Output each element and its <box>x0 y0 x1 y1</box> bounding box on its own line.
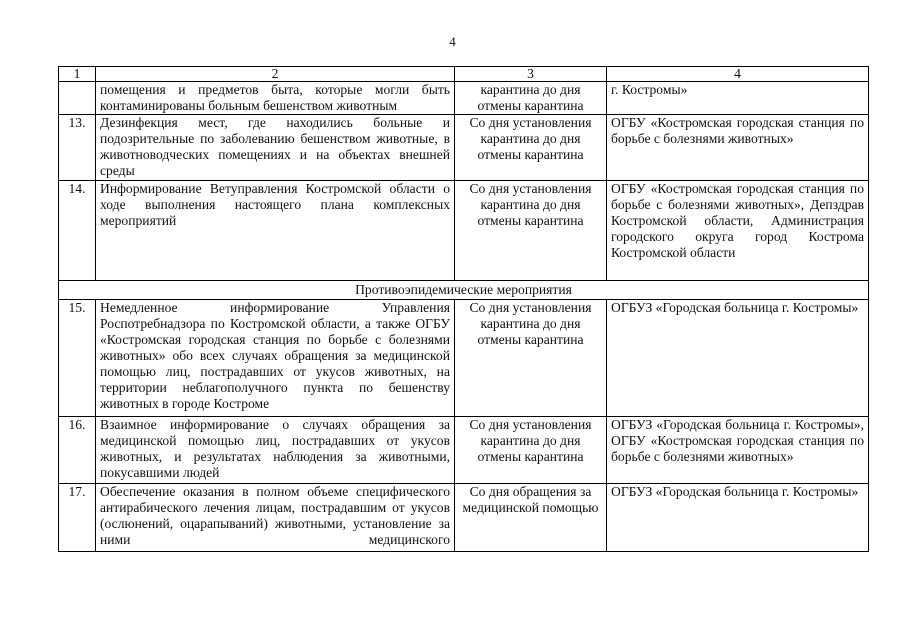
column-number-row <box>59 67 869 82</box>
table-row <box>59 300 869 417</box>
measure-timing: Со дня обращения за медицинской помощью <box>455 484 607 552</box>
measure-description: Информирование Ветуправления Костромской области о ходе выполнения настоящего плана комплексных мероприятий <box>96 181 455 281</box>
table-row <box>59 417 869 484</box>
section-row <box>59 281 869 300</box>
column-number-1: 1 <box>59 67 96 82</box>
measure-responsible: г. Костромы» <box>607 82 869 115</box>
section-heading: Противоэпидемические мероприятия <box>59 281 869 300</box>
measure-timing: Со дня установления карантина до дня отмены карантина <box>455 300 607 417</box>
column-number-4: 4 <box>607 67 869 82</box>
measure-description: Обеспечение оказания в полном объеме специфического антирабического лечения лицам, пострадавшим от укусов (ослюнений, оцарапываний) животными, установление за ними медицинского <box>96 484 455 552</box>
measure-responsible: ОГБУ «Костромская городская станция по борьбе с болезнями животных» <box>607 115 869 181</box>
measure-description: Взаимное информирование о случаях обращения за медицинской помощью лиц, пострадавших от укусов животных, и результатах наблюдения за животными, покусавшими людей <box>96 417 455 484</box>
measure-responsible: ОГБУЗ «Городская больница г. Костромы», ОГБУ «Костромская городская станция по борьбе с болезнями животных» <box>607 417 869 484</box>
measure-responsible: ОГБУЗ «Городская больница г. Костромы» <box>607 300 869 417</box>
row-number: 17. <box>59 484 96 552</box>
measures-table <box>58 66 869 552</box>
table-row <box>59 115 869 181</box>
measure-timing: карантина до дня отмены карантина <box>455 82 607 115</box>
measure-timing: Со дня установления карантина до дня отмены карантина <box>455 115 607 181</box>
measure-description: Немедленное информирование Управления Роспотребнадзора по Костромской области, а также ОГБУ «Костромская городская станция по борьбе с болезнями животных» обо всех случаях обращения за медицинской помощью лиц, пострадавших от укусов животных, на территории неблагополучного пункта по бешенству животных в городе Костроме <box>96 300 455 417</box>
table-row <box>59 82 869 115</box>
column-number-2: 2 <box>96 67 455 82</box>
row-number: 14. <box>59 181 96 281</box>
measure-description: помещения и предметов быта, которые могли быть контаминированы больным бешенством животным <box>96 82 455 115</box>
measure-responsible: ОГБУЗ «Городская больница г. Костромы» <box>607 484 869 552</box>
table-row <box>59 181 869 281</box>
measure-timing: Со дня установления карантина до дня отмены карантина <box>455 181 607 281</box>
measure-description: Дезинфекция мест, где находились больные и подозрительные по заболеванию бешенством животные, в животноводческих помещениях и на объектах внешней среды <box>96 115 455 181</box>
row-number <box>59 82 96 115</box>
row-number: 13. <box>59 115 96 181</box>
measure-timing: Со дня установления карантина до дня отмены карантина <box>455 417 607 484</box>
row-number: 16. <box>59 417 96 484</box>
row-number: 15. <box>59 300 96 417</box>
page-number: 4 <box>449 34 456 49</box>
column-number-3: 3 <box>455 67 607 82</box>
measure-responsible: ОГБУ «Костромская городская станция по борьбе с болезнями животных», Депздрав Костромской области, Администрация городского округа город Кострома Костромской области <box>607 181 869 281</box>
table-row <box>59 484 869 552</box>
